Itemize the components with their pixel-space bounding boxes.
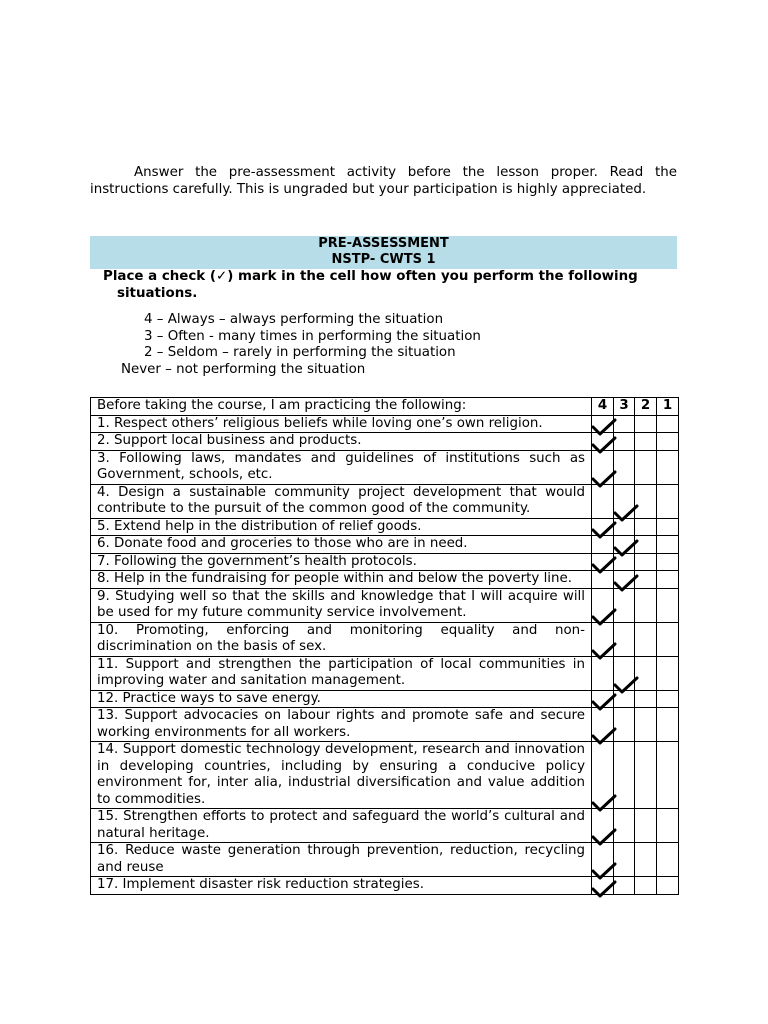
statement-cell: 8. Help in the fundraising for people within and below the poverty line.: [91, 571, 592, 589]
table-row: [91, 536, 679, 554]
statement-cell: 13. Support advocacies on labour rights and promote safe and secure working environments for all workers.: [91, 708, 592, 742]
rating-cell-2[interactable]: [635, 433, 657, 451]
rating-cell-3[interactable]: [614, 536, 635, 554]
rating-cell-2[interactable]: [635, 843, 657, 877]
statement-cell: 16. Reduce waste generation through prevention, reduction, recycling and reuse: [91, 843, 592, 877]
rating-cell-2[interactable]: [635, 518, 657, 536]
rating-cell-1[interactable]: [657, 742, 679, 809]
column-header-3: 3: [614, 398, 635, 416]
rating-cell-3[interactable]: [614, 656, 635, 690]
rating-cell-4[interactable]: [592, 809, 614, 843]
rating-cell-1[interactable]: [657, 656, 679, 690]
rating-cell-1[interactable]: [657, 690, 679, 708]
rating-cell-3[interactable]: [614, 484, 635, 518]
rating-cell-2[interactable]: [635, 553, 657, 571]
statement-cell: 5. Extend help in the distribution of relief goods.: [91, 518, 592, 536]
rating-cell-3[interactable]: [614, 588, 635, 622]
rating-cell-1[interactable]: [657, 809, 679, 843]
rating-cell-3[interactable]: [614, 622, 635, 656]
rating-cell-4[interactable]: [592, 484, 614, 518]
rating-cell-3[interactable]: [614, 877, 635, 895]
statement-cell: 7. Following the government’s health protocols.: [91, 553, 592, 571]
rating-cell-2[interactable]: [635, 536, 657, 554]
rating-cell-4[interactable]: [592, 588, 614, 622]
statement-cell: 3. Following laws, mandates and guidelines of institutions such as Government, schools, etc.: [91, 450, 592, 484]
statement-cell: 2. Support local business and products.: [91, 433, 592, 451]
rating-cell-3[interactable]: [614, 843, 635, 877]
column-header-2: 2: [635, 398, 657, 416]
table-row: [91, 415, 679, 433]
rating-cell-1[interactable]: [657, 571, 679, 589]
rating-cell-1[interactable]: [657, 484, 679, 518]
statement-cell: 1. Respect others’ religious beliefs while loving one’s own religion.: [91, 415, 592, 433]
pre-assessment-banner: [90, 236, 677, 269]
statement-cell: 11. Support and strengthen the participation of local communities in improving water and sanitation management.: [91, 656, 592, 690]
rating-cell-3[interactable]: [614, 553, 635, 571]
rating-cell-2[interactable]: [635, 588, 657, 622]
statement-cell: 10. Promoting, enforcing and monitoring equality and non-discrimination on the basis of sex.: [91, 622, 592, 656]
rating-cell-3[interactable]: [614, 450, 635, 484]
rating-cell-2[interactable]: [635, 622, 657, 656]
rating-cell-1[interactable]: [657, 450, 679, 484]
intro-paragraph: Answer the pre-assessment activity before the lesson proper. Read the instructions carefully. This is ungraded but your participation is highly appreciated.: [90, 165, 677, 197]
rating-cell-4[interactable]: [592, 877, 614, 895]
legend-item-always: 4 – Always – always performing the situation: [144, 312, 444, 327]
rating-cell-4[interactable]: [592, 553, 614, 571]
rating-cell-4[interactable]: [592, 843, 614, 877]
statement-cell: 15. Strengthen efforts to protect and safeguard the world’s cultural and natural heritage.: [91, 809, 592, 843]
table-row: [91, 518, 679, 536]
rating-cell-2[interactable]: [635, 877, 657, 895]
rating-cell-4[interactable]: [592, 690, 614, 708]
statement-cell: 12. Practice ways to save energy.: [91, 690, 592, 708]
rating-cell-4[interactable]: [592, 571, 614, 589]
table-row: [91, 742, 679, 809]
legend-item-often: 3 – Often - many times in performing the situation: [144, 328, 481, 344]
rating-cell-2[interactable]: [635, 690, 657, 708]
rating-cell-2[interactable]: [635, 450, 657, 484]
rating-cell-2[interactable]: [635, 571, 657, 589]
table-row: [91, 877, 679, 895]
rating-cell-1[interactable]: [657, 843, 679, 877]
statement-cell: 4. Design a sustainable community project development that would contribute to the pursuit of the common good of the community.: [91, 484, 592, 518]
rating-cell-4[interactable]: [592, 415, 614, 433]
table-row: [91, 622, 679, 656]
column-header-1: 1: [657, 398, 679, 416]
rating-cell-1[interactable]: [657, 536, 679, 554]
rating-cell-2[interactable]: [635, 656, 657, 690]
assessment-table: [90, 397, 679, 895]
rating-cell-2[interactable]: [635, 708, 657, 742]
rating-cell-4[interactable]: [592, 708, 614, 742]
rating-cell-1[interactable]: [657, 553, 679, 571]
statement-cell: 6. Donate food and groceries to those who are in need.: [91, 536, 592, 554]
rating-cell-3[interactable]: [614, 518, 635, 536]
rating-cell-4[interactable]: [592, 656, 614, 690]
rating-cell-1[interactable]: [657, 708, 679, 742]
instruction-text: Place a check (✓) mark in the cell how often you perform the following situations.: [103, 269, 638, 301]
rating-cell-4[interactable]: [592, 433, 614, 451]
rating-cell-3[interactable]: [614, 690, 635, 708]
rating-cell-1[interactable]: [657, 877, 679, 895]
rating-cell-1[interactable]: [657, 622, 679, 656]
statement-cell: 17. Implement disaster risk reduction strategies.: [91, 877, 592, 895]
banner-title: PRE-ASSESSMENT: [318, 236, 449, 251]
rating-cell-4[interactable]: [592, 450, 614, 484]
table-row: [91, 690, 679, 708]
rating-cell-2[interactable]: [635, 415, 657, 433]
table-row: [91, 708, 679, 742]
legend-item-seldom: 2 – Seldom – rarely in performing the situation: [144, 345, 456, 360]
table-row: [91, 588, 679, 622]
column-header-4: 4: [592, 398, 614, 416]
table-row: [91, 571, 679, 589]
rating-cell-1[interactable]: [657, 588, 679, 622]
rating-cell-2[interactable]: [635, 484, 657, 518]
rating-cell-3[interactable]: [614, 433, 635, 451]
table-row: [91, 809, 679, 843]
rating-cell-1[interactable]: [657, 415, 679, 433]
rating-cell-4[interactable]: [592, 518, 614, 536]
table-row: [91, 553, 679, 571]
rating-cell-1[interactable]: [657, 433, 679, 451]
banner-subtitle: NSTP- CWTS 1: [331, 252, 436, 267]
rating-cell-4[interactable]: [592, 622, 614, 656]
table-header-text: Before taking the course, I am practicing the following:: [91, 398, 592, 416]
rating-cell-4[interactable]: [592, 742, 614, 809]
statement-cell: 14. Support domestic technology development, research and innovation in developing countries, including by ensuring a conducive policy environment for, inter alia, industrial diversification and value addition to commodities.: [91, 742, 592, 809]
legend-item-never: Never – not performing the situation: [121, 361, 366, 377]
table-row: [91, 843, 679, 877]
rating-cell-4[interactable]: [592, 536, 614, 554]
rating-cell-3[interactable]: [614, 571, 635, 589]
table-header-row: [91, 398, 679, 416]
rating-cell-3[interactable]: [614, 809, 635, 843]
table-row: [91, 450, 679, 484]
statement-cell: 9. Studying well so that the skills and knowledge that I will acquire will be used for my future community service involvement.: [91, 588, 592, 622]
rating-cell-1[interactable]: [657, 518, 679, 536]
rating-cell-3[interactable]: [614, 708, 635, 742]
table-row: [91, 433, 679, 451]
rating-cell-2[interactable]: [635, 809, 657, 843]
table-row: [91, 656, 679, 690]
rating-cell-3[interactable]: [614, 415, 635, 433]
rating-cell-2[interactable]: [635, 742, 657, 809]
table-row: [91, 484, 679, 518]
rating-cell-3[interactable]: [614, 742, 635, 809]
